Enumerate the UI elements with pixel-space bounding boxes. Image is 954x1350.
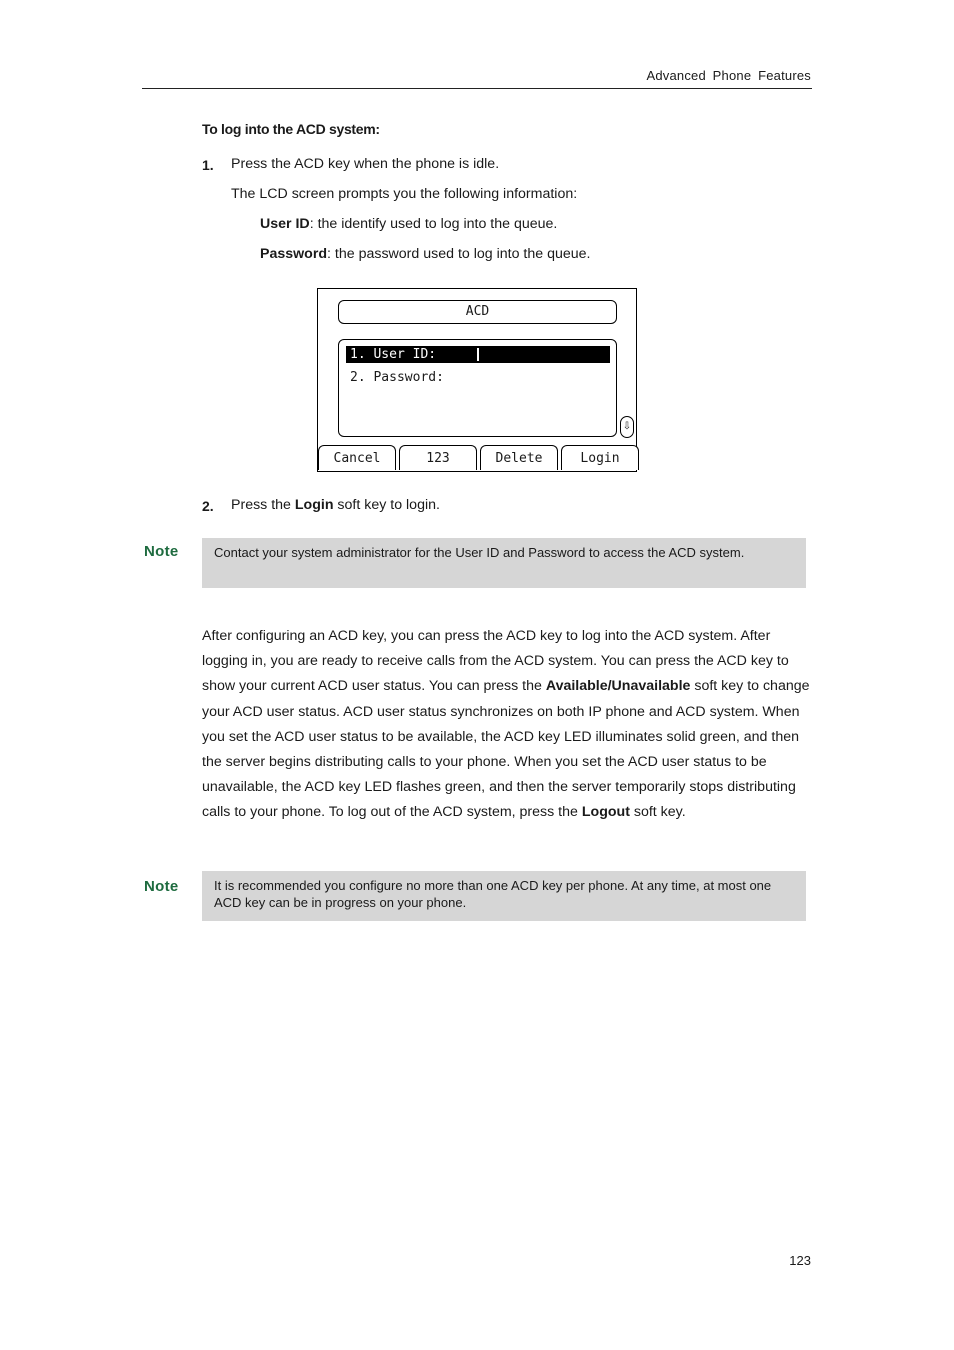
para-term-logout: Logout — [581, 804, 630, 821]
running-header: Advanced Phone Features — [646, 68, 811, 83]
body-paragraph — [202, 624, 814, 826]
step-2-post: soft key to login. — [333, 497, 440, 513]
scroll-down-icon: ⇩ — [620, 416, 634, 438]
step-1-prompt: The LCD screen prompts you the following information: — [231, 186, 578, 202]
lcd-item-label: 1. User ID: — [350, 347, 437, 362]
field-user-id-line — [260, 216, 557, 232]
page-number: 123 — [789, 1253, 811, 1268]
note-1-box: Contact your system administrator for the User ID and Password to access the ACD system. — [202, 538, 806, 588]
lcd-title: ACD — [338, 300, 617, 324]
header-rule — [142, 88, 812, 89]
para-part-3: soft key. — [629, 804, 686, 821]
step-1-text: Press the ACD key when the phone is idle. — [231, 156, 500, 172]
para-term-available: Available/Unavailable — [545, 678, 691, 695]
note-1-label: Note — [144, 543, 179, 560]
field-user-id-term: User ID — [260, 216, 310, 232]
para-part-1: After configuring an ACD key, you can press the ACD key to log into the ACD system. After logging in, you are ready to receive calls from the ACD system. You can press the ACD key to show your current ACD user status. You can press the — [202, 628, 789, 695]
field-password-desc: : the password used to log into the queue. — [327, 246, 591, 262]
lcd-list — [338, 339, 617, 437]
lcd-screen — [317, 288, 637, 472]
softkey-delete[interactable]: Delete — [480, 445, 558, 470]
field-password-line — [260, 246, 590, 262]
para-part-2: soft key to change your ACD user status. ACD user status synchronizes on both IP phone and ACD system. When you set the ACD user status to be available, the ACD key LED illuminates solid green, and then the server begins distributing calls to your phone. When you set the ACD user status to be unavailable, the ACD key LED flashes green, and then the server temporarily stops distributing calls to your phone. To log out of the ACD system, press the — [202, 678, 810, 821]
note-2-box: It is recommended you configure no more than one ACD key per phone. At any time, at most one ACD key can be in progress on your phone. — [202, 871, 806, 921]
text-cursor — [477, 348, 479, 361]
lcd-item-user-id[interactable] — [346, 346, 610, 363]
step-2-number: 2. — [202, 498, 214, 514]
field-user-id-desc: : the identify used to log into the queue. — [309, 216, 558, 232]
procedure-title: To log into the ACD system: — [202, 121, 380, 137]
field-password-term: Password — [260, 246, 328, 262]
softkey-123[interactable]: 123 — [399, 445, 477, 470]
step-1-number: 1. — [202, 157, 214, 173]
step-2-text — [231, 497, 440, 513]
note-2-label: Note — [144, 878, 179, 895]
step-2-pre: Press the — [231, 497, 295, 513]
softkey-cancel[interactable]: Cancel — [318, 445, 396, 470]
lcd-item-password[interactable]: 2. Password: — [350, 370, 444, 385]
softkey-login[interactable]: Login — [561, 445, 639, 470]
step-2-term: Login — [294, 497, 334, 513]
